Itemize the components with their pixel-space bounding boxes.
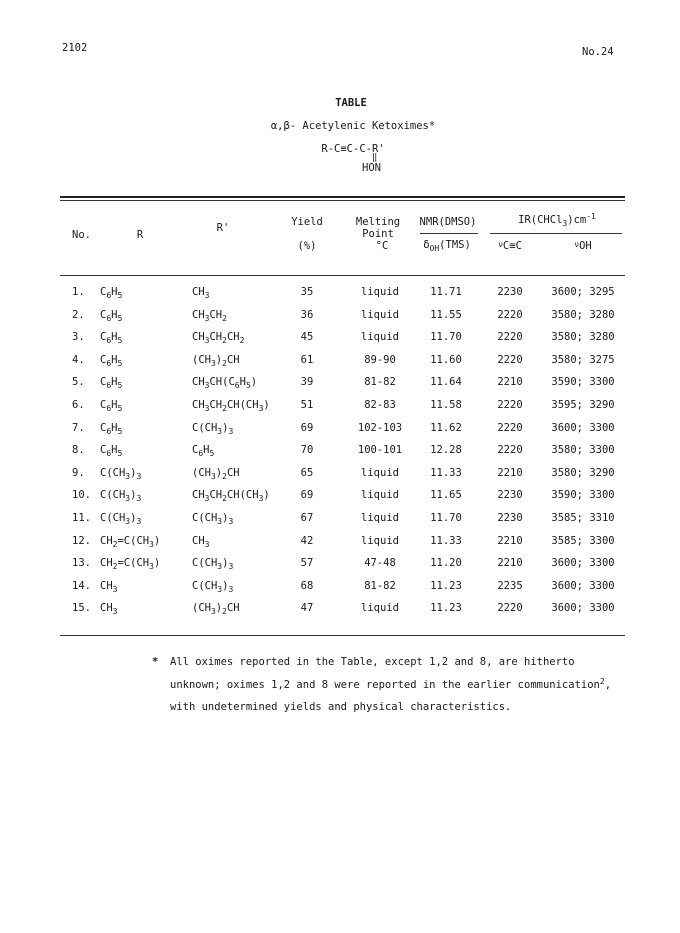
cell-ir-cc: 2220 [497, 602, 523, 614]
header-nmr: NMR(DMSO) [419, 216, 477, 228]
cell-yield: 61 [300, 354, 314, 366]
cell-r-prime: $CH_3CH_2CH(CH_3)$ [192, 489, 270, 503]
cell-ir-oh: 3600; 3300 [551, 602, 615, 614]
cell-melting-point: 47-48 [364, 557, 396, 569]
cell-r: $C_6H_5$ [100, 376, 123, 390]
cell-melting-point: 82-83 [364, 399, 396, 411]
header-ir-cc: $^\nu$C≡C [498, 240, 522, 252]
cell-no: 15. [72, 602, 91, 614]
cell-r-prime: $C(CH_3)_3$ [192, 580, 234, 594]
cell-ir-cc: 2210 [497, 376, 523, 388]
cell-r: $C_6H_5$ [100, 399, 123, 413]
cell-ir-oh: 3600; 3300 [551, 422, 615, 434]
nmr-rule [420, 233, 478, 234]
footnote-line-1: All oximes reported in the Table, except 1,2 and 8, are hitherto [170, 656, 575, 668]
cell-nmr: 11.58 [430, 399, 462, 411]
structure-oxime: HON [362, 162, 381, 174]
footnote-line-2 [170, 679, 611, 691]
cell-yield: 69 [300, 489, 314, 501]
cell-r-prime: $CH_3CH(C_6H_5)$ [192, 376, 258, 390]
cell-nmr: 11.70 [430, 512, 462, 524]
cell-ir-oh: 3580; 3280 [551, 309, 615, 321]
cell-r: $CH_3$ [100, 602, 118, 616]
header-nmr-sub: $\delta_{OH}(TMS)$ [423, 239, 471, 253]
cell-no: 14. [72, 580, 91, 592]
journal-issue: No.24 [582, 46, 614, 58]
cell-ir-cc: 2220 [497, 309, 523, 321]
footnote-line-2-text: unknown; oximes 1,2 and 8 were reported in the earlier communication$^2$, [170, 677, 612, 691]
cell-ir-cc: 2210 [497, 557, 523, 569]
cell-r: $C_6H_5$ [100, 444, 123, 458]
cell-nmr: 11.23 [430, 580, 462, 592]
cell-melting-point: liquid [361, 331, 399, 343]
cell-yield: 68 [300, 580, 314, 592]
table-bottom-rule [60, 635, 625, 636]
cell-no: 8. [72, 444, 85, 456]
cell-nmr: 11.70 [430, 331, 462, 343]
cell-no: 3. [72, 331, 85, 343]
cell-r-prime: $CH_3CH_2$ [192, 309, 227, 323]
cell-nmr: 11.33 [430, 467, 462, 479]
cell-no: 13. [72, 557, 91, 569]
cell-nmr: 11.23 [430, 602, 462, 614]
cell-r-prime: $CH_3CH_2CH_2$ [192, 331, 245, 345]
cell-r: $C_6H_5$ [100, 309, 123, 323]
cell-r-prime: $(CH_3)_2CH$ [192, 602, 240, 616]
cell-r: $C(CH_3)_3$ [100, 467, 142, 481]
cell-melting-point: liquid [361, 286, 399, 298]
cell-ir-oh: 3595; 3290 [551, 399, 615, 411]
table-title: α,β- Acetylenic Ketoximes* [270, 120, 436, 132]
cell-ir-cc: 2230 [497, 512, 523, 524]
header-ir: $IR(CHCl_3)cm^{-1}$ [518, 212, 596, 228]
structure-formula: R-C≡C-C-R' [321, 143, 385, 155]
table-top-rule-2 [60, 200, 625, 201]
cell-r-prime: $C(CH_3)_3$ [192, 422, 234, 436]
cell-ir-cc: 2220 [497, 399, 523, 411]
cell-no: 1. [72, 286, 85, 298]
cell-melting-point: 89-90 [364, 354, 396, 366]
header-yield-unit: (%) [297, 240, 317, 252]
cell-r: $C_6H_5$ [100, 422, 123, 436]
cell-ir-oh: 3600; 3300 [551, 580, 615, 592]
cell-yield: 35 [300, 286, 314, 298]
cell-no: 6. [72, 399, 85, 411]
cell-r: $C_6H_5$ [100, 331, 123, 345]
cell-yield: 70 [300, 444, 314, 456]
cell-ir-oh: 3590; 3300 [551, 376, 615, 388]
footnote-line-3: with undetermined yields and physical characteristics. [170, 701, 512, 713]
cell-yield: 57 [300, 557, 314, 569]
cell-yield: 47 [300, 602, 314, 614]
header-r-prime: R' [216, 222, 230, 234]
cell-no: 5. [72, 376, 85, 388]
cell-melting-point: liquid [361, 512, 399, 524]
cell-r-prime: $(CH_3)_2CH$ [192, 467, 240, 481]
cell-r-prime: $CH_3CH_2CH(CH_3)$ [192, 399, 270, 413]
cell-melting-point: liquid [361, 467, 399, 479]
cell-ir-oh: 3600; 3295 [551, 286, 615, 298]
cell-ir-cc: 2210 [497, 535, 523, 547]
ir-rule [490, 233, 622, 234]
cell-yield: 36 [300, 309, 314, 321]
cell-ir-cc: 2235 [497, 580, 523, 592]
cell-nmr: 12.28 [430, 444, 462, 456]
cell-r: $CH_3$ [100, 580, 118, 594]
cell-yield: 69 [300, 422, 314, 434]
cell-ir-cc: 2230 [497, 286, 523, 298]
table-top-rule [60, 196, 625, 198]
cell-melting-point: liquid [361, 489, 399, 501]
cell-yield: 51 [300, 399, 314, 411]
cell-ir-oh: 3590; 3300 [551, 489, 615, 501]
table-heading: TABLE [335, 97, 367, 109]
cell-r: $C(CH_3)_3$ [100, 489, 142, 503]
cell-r-prime: $CH_3$ [192, 286, 210, 300]
cell-melting-point: liquid [361, 535, 399, 547]
cell-melting-point: liquid [361, 602, 399, 614]
cell-ir-cc: 2210 [497, 467, 523, 479]
cell-ir-oh: 3580; 3300 [551, 444, 615, 456]
cell-ir-oh: 3580; 3280 [551, 331, 615, 343]
header-r: R [136, 229, 144, 241]
header-yield: Yield [291, 216, 323, 228]
cell-r-prime: $C_6H_5$ [192, 444, 215, 458]
cell-ir-oh: 3585; 3300 [551, 535, 615, 547]
cell-nmr: 11.20 [430, 557, 462, 569]
cell-no: 12. [72, 535, 91, 547]
cell-ir-oh: 3580; 3290 [551, 467, 615, 479]
cell-ir-cc: 2220 [497, 444, 523, 456]
cell-melting-point: 81-82 [364, 580, 396, 592]
cell-nmr: 11.65 [430, 489, 462, 501]
cell-no: 10. [72, 489, 91, 501]
cell-r: $C_6H_5$ [100, 354, 123, 368]
cell-nmr: 11.60 [430, 354, 462, 366]
cell-melting-point: 100-101 [357, 444, 403, 456]
header-ir-oh: $^\nu$OH [574, 240, 592, 252]
header-point: Point [362, 228, 394, 240]
cell-nmr: 11.33 [430, 535, 462, 547]
cell-nmr: 11.64 [430, 376, 462, 388]
cell-r: $C_6H_5$ [100, 286, 123, 300]
cell-r-prime: $(CH_3)_2CH$ [192, 354, 240, 368]
footnote-marker: * [152, 656, 159, 668]
cell-no: 2. [72, 309, 85, 321]
cell-ir-oh: 3585; 3310 [551, 512, 615, 524]
double-bond-mark: ‖ [372, 153, 378, 163]
cell-ir-cc: 2230 [497, 489, 523, 501]
cell-r-prime: $CH_3$ [192, 535, 210, 549]
cell-ir-cc: 2220 [497, 422, 523, 434]
cell-ir-oh: 3600; 3300 [551, 557, 615, 569]
cell-ir-cc: 2220 [497, 354, 523, 366]
cell-nmr: 11.71 [430, 286, 462, 298]
cell-no: 9. [72, 467, 85, 479]
cell-r: $CH_2=C(CH_3)$ [100, 535, 161, 549]
header-bottom-rule [60, 275, 625, 276]
cell-r: $CH_2=C(CH_3)$ [100, 557, 161, 571]
cell-nmr: 11.62 [430, 422, 462, 434]
cell-r-prime: $C(CH_3)_3$ [192, 557, 234, 571]
cell-no: 7. [72, 422, 85, 434]
header-melting: Melting [355, 216, 401, 228]
cell-yield: 42 [300, 535, 314, 547]
cell-r-prime: $C(CH_3)_3$ [192, 512, 234, 526]
cell-yield: 67 [300, 512, 314, 524]
header-deg-c: °C [375, 240, 389, 252]
cell-yield: 65 [300, 467, 314, 479]
cell-no: 11. [72, 512, 91, 524]
cell-r: $C(CH_3)_3$ [100, 512, 142, 526]
cell-no: 4. [72, 354, 85, 366]
cell-melting-point: 102-103 [357, 422, 403, 434]
cell-melting-point: liquid [361, 309, 399, 321]
cell-ir-cc: 2220 [497, 331, 523, 343]
cell-yield: 39 [300, 376, 314, 388]
cell-nmr: 11.55 [430, 309, 462, 321]
page-number: 2102 [62, 42, 88, 54]
cell-ir-oh: 3580; 3275 [551, 354, 615, 366]
header-no: No. [72, 229, 91, 241]
cell-melting-point: 81-82 [364, 376, 396, 388]
cell-yield: 45 [300, 331, 314, 343]
